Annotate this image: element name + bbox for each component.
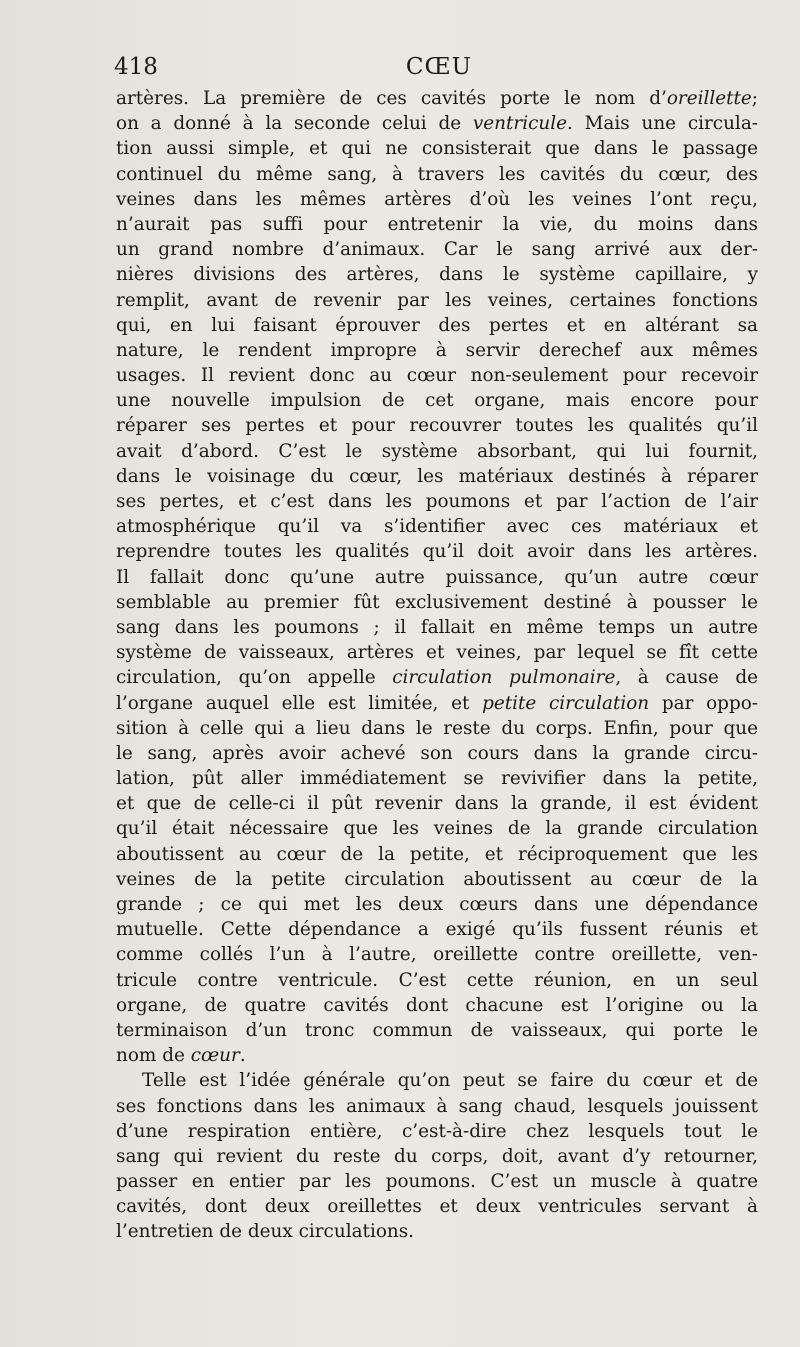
text-line [116,338,758,363]
text-segment: et que de celle-ci il pût revenir dans la grande, il est évident [116,793,758,815]
text-segment: comme collés l’un à l’autre, oreillette contre oreillette, ven- [116,944,758,966]
text-line [116,187,758,212]
text-line [116,439,758,464]
text-line [116,413,758,438]
text-line [116,464,758,489]
text-line [116,262,758,287]
italic-term: ventricule [472,113,567,135]
text-line [116,388,758,413]
text-line [116,539,758,564]
text-segment: mutuelle. Cette dépendance a exigé qu’ils fussent réunis et [116,919,758,941]
text-line [116,162,758,187]
text-line [116,867,758,892]
text-segment: ses pertes, et c’est dans les poumons et par l’action de l’air [116,491,758,512]
text-segment: système de vaisseaux, artères et veines, par lequel se fît cette [116,642,758,664]
text-segment: circulation, qu’on appelle [116,667,393,689]
text-segment: nom de [116,1045,191,1067]
text-segment: aboutissent au cœur de la petite, et réciproquement que les [116,843,758,865]
text-segment: qui, en lui faisant éprouver des pertes et en altérant sa [116,314,758,336]
italic-term: oreillette [666,88,752,109]
italic-term: circulation pulmonaire [392,667,616,689]
text-segment: grande ; ce qui met les deux cœurs dans une dépendance [116,894,758,915]
italic-term: petite circulation [482,692,650,714]
text-segment: Il fallait donc qu’une autre puissance, qu’un autre cœur [116,566,758,588]
text-segment: atmosphérique qu’il va s’identifier avec ces matériaux et [116,516,758,538]
text-line [116,136,758,161]
text-line [116,590,758,615]
text-line [116,363,758,388]
text-segment: un grand nombre d’animaux. Car le sang arrivé aux der- [116,239,758,261]
text-segment: qu’il était nécessaire que les veines de la grande circulation [116,818,758,840]
italic-term: cœur [190,1045,240,1067]
paragraph-2 [116,1068,758,1244]
text-segment: dans le voisinage du cœur, les matériaux destinés à réparer [116,465,758,487]
text-line [116,1043,758,1068]
text-segment: l’organe auquel elle est limitée, et [116,692,483,714]
text-line [116,842,758,867]
text-segment: sition à celle qui a lieu dans le reste du corps. Enfin, pour que [116,717,758,739]
text-line [116,313,758,338]
text-line [116,615,758,640]
text-line [116,489,758,514]
text-segment: par oppo- [649,692,758,714]
text-segment: continuel du même sang, à travers les cavités du cœur, des [116,163,758,185]
text-segment: , à cause de [615,667,758,689]
text-line: d’une respiration entière, c’est-à-dire chez lesquels tout le [116,1120,758,1142]
text-segment: terminaison d’un tronc commun de vaisseaux, qui porte le [116,1019,758,1041]
text-line: ses fonctions dans les animaux à sang chaud, lesquels jouissent [116,1095,758,1117]
text-segment: veines dans les mêmes artères d’où les veines l’ont reçu, [116,188,758,210]
text-segment: semblable au premier fût exclusivement destiné à pousser le [116,591,758,613]
text-segment: nature, le rendent impropre à servir derechef aux mêmes [116,339,758,361]
text-segment: . Mais une circula- [566,113,758,135]
text-line [116,993,758,1018]
body-text [116,86,758,1245]
text-line [116,86,758,111]
text-segment: usages. Il revient donc au cœur non-seulement pour recevoir [116,365,758,387]
text-line: cavités, dont deux oreillettes et deux ventricules servant à [116,1196,758,1218]
text-line [116,565,758,590]
text-line [116,766,758,791]
text-segment: tion aussi simple, et qui ne consisterait que dans le passage [116,138,758,160]
text-line [116,716,758,741]
text-segment: n’aurait pas suffi pour entretenir la vie, du moins dans [116,213,758,235]
text-segment: sang dans les poumons ; il fallait en même temps un autre [116,616,758,638]
text-line: sang qui revient du reste du corps, doit, avant d’y retourner, [116,1145,758,1167]
text-line [116,917,758,942]
text-segment: nières divisions des artères, dans le système capillaire, y [116,264,758,286]
text-line [116,741,758,766]
text-segment: tricule contre ventricule. C’est cette réunion, en un seul [116,969,758,991]
text-segment: le sang, après avoir achevé son cours dans la grande circu- [116,742,758,764]
text-line [116,691,758,716]
text-segment: ; [751,88,758,109]
text-segment: on a donné à la seconde celui de [116,113,473,135]
text-line [116,892,758,917]
page-number: 418 [114,54,158,80]
text-line: Telle est l’idée générale qu’on peut se faire du cœur et de [142,1070,758,1092]
text-segment: organe, de quatre cavités dont chacune est l’origine ou la [116,994,758,1016]
running-head: CŒU [405,54,473,80]
text-line [116,791,758,816]
text-line [116,968,758,993]
paragraph-1 [116,86,758,1068]
text-line [116,942,758,967]
text-line [116,1018,758,1043]
text-line [116,816,758,841]
text-segment: lation, pût aller immédiatement se revivifier dans la petite, [116,768,758,790]
text-line [116,288,758,313]
text-line [116,111,758,136]
text-segment: artères. La première de ces cavités porte le nom d’ [116,88,667,109]
text-segment: remplit, avant de revenir par les veines, certaines fonctions [116,289,758,311]
text-segment: . [239,1045,246,1067]
text-line [116,665,758,690]
text-line: l’entretien de deux circulations. [116,1221,415,1243]
text-segment: une nouvelle impulsion de cet organe, mais encore pour [116,390,758,412]
page-header [114,54,764,86]
text-line: passer en entier par les poumons. C’est un muscle à quatre [116,1171,758,1193]
text-line [116,212,758,237]
text-segment: réparer ses pertes et pour recouvrer toutes les qualités qu’il [116,415,758,437]
text-segment: avait d’abord. C’est le système absorbant, qui lui fournit, [116,440,758,462]
text-line [116,237,758,262]
text-line [116,514,758,539]
text-segment: reprendre toutes les qualités qu’il doit avoir dans les artères. [116,541,758,563]
text-line [116,640,758,665]
text-segment: veines de la petite circulation aboutissent au cœur de la [116,868,758,890]
